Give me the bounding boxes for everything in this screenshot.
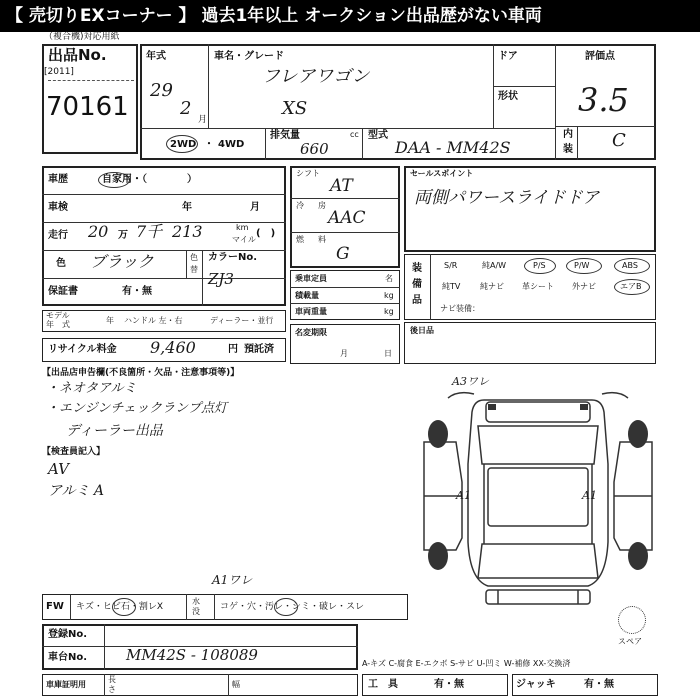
mileage-unit-mile: マイル (232, 235, 256, 244)
shift-value: AT (330, 176, 353, 196)
drive-2wd: 2WD (170, 139, 197, 150)
year-label: 年式 (146, 51, 166, 62)
year-value: 29 (150, 80, 173, 101)
grade-value: XS (282, 98, 308, 119)
sales-point-value: 両側パワースライドドア (414, 188, 600, 208)
later-box (404, 322, 656, 364)
defects-water-1: 水 (192, 597, 200, 606)
history-value: 自家用・（ ） (102, 174, 197, 185)
car-name-label: 車名・グレード (214, 51, 284, 62)
model-code-label: 型式 (368, 130, 388, 141)
diagram-mark-left: A1 (456, 489, 471, 502)
mileage-unit-km: km (236, 223, 249, 232)
seller-note-2: ・エンジンチェックランプ点灯 (46, 401, 227, 416)
top-note: （複合機)対応用紙 (44, 32, 120, 42)
shape-label: 形状 (498, 91, 518, 102)
lot-label: 出品No. (48, 46, 107, 64)
model-row-label-1: モデル (46, 311, 70, 320)
recycle-label: リサイクル料金 (48, 344, 117, 355)
month-unit: 月 (198, 115, 208, 125)
defects-water-2: 没 (192, 607, 200, 616)
color-change-1: 色 (190, 253, 198, 262)
score-label: 評価点 (585, 51, 615, 62)
interior-label-2: 装 (563, 144, 573, 155)
history-label: 車歴 (48, 174, 68, 185)
inspector-line-1: AV (48, 460, 69, 478)
fuel-value: G (336, 244, 350, 264)
tools-value: 有・無 (434, 679, 464, 690)
inspector-line-2: アルミ A (48, 483, 105, 499)
tools-label: 工 具 (368, 679, 398, 690)
displacement-value: 660 (300, 140, 329, 158)
color-value: ブラック (90, 252, 154, 271)
defects-items: キズ・ヒビ石・割レX (76, 602, 163, 612)
capacity-unit: 名 (385, 274, 393, 283)
equip-pw: P/W (574, 261, 590, 270)
inspection-label: 車検 (48, 202, 68, 213)
model-row-handle: ハンドル 左・右 (124, 316, 183, 325)
defect-stain-circle (274, 598, 298, 616)
capacity-label: 乗車定員 (295, 274, 327, 283)
seller-note-1: ・ネオタアルミ (46, 381, 137, 396)
diagram-note-top: A3ワレ (452, 375, 489, 388)
load-label: 積載量 (295, 291, 319, 300)
year-month-value: 2 (180, 98, 192, 119)
defects-label: FW (46, 601, 64, 612)
color-change-2: 替 (190, 265, 198, 274)
fuel-label-2: 料 (318, 235, 326, 244)
model-row-dealer: ディーラー・並行 (210, 316, 274, 325)
car-diagram (418, 372, 658, 612)
interior-value: C (612, 130, 626, 151)
equipment-label-1: 装 (412, 263, 422, 274)
cert-length-2: さ (108, 685, 116, 694)
defect-legend: A-キズ C-腐食 E-エクボ S-サビ U-凹ミ W-補修 XX-交換済 (362, 659, 571, 668)
equip-tv: 純TV (442, 282, 461, 291)
mileage-value-3: 213 (172, 222, 203, 241)
weight-unit: kg (384, 307, 394, 316)
score-value: 3.5 (578, 81, 629, 119)
name-change-month: 月 (340, 349, 348, 358)
interior-label-1: 内 (563, 129, 573, 140)
equip-ps: P/S (533, 261, 546, 270)
mileage-value-2: 7千 (136, 222, 163, 241)
spare-tire-icon (618, 606, 646, 634)
chassis-value: MM42S - 108089 (126, 646, 258, 664)
equipment-label-2: 備 (412, 279, 422, 290)
diagram-mark-right: A1 (582, 489, 597, 502)
ac-label-1: 冷 (296, 201, 304, 210)
recycle-value: 9,460 (150, 338, 196, 357)
cert-label: 車庫証明用 (46, 680, 86, 689)
model-row-year: 年 (106, 316, 114, 325)
recycle-unit: 円 (228, 344, 238, 355)
drive-sep: ・ (204, 139, 214, 150)
drive-4wd: 4WD (218, 139, 245, 150)
shift-label: シフト (296, 169, 320, 178)
cert-length-1: 長 (108, 675, 116, 684)
equip-aw: 純A/W (482, 261, 507, 270)
chassis-label: 車台No. (48, 652, 88, 663)
displacement-unit: cc (350, 130, 359, 139)
displacement-label: 排気量 (270, 130, 300, 141)
equip-sr: S/R (444, 261, 458, 270)
lot-number: 70161 (46, 92, 129, 122)
mileage-paren: ( ) (256, 228, 276, 239)
name-change-label: 名変期限 (295, 328, 327, 337)
sales-point-label: セールスポイント (410, 169, 474, 178)
seller-note-3: ディーラー出品 (66, 423, 163, 439)
lot-tag: [2011] (44, 67, 74, 77)
navi-equip-label: ナビ装備： (440, 304, 480, 313)
sales-point-box (404, 166, 656, 252)
fuel-label-1: 燃 (296, 235, 304, 244)
equip-abs: ABS (622, 261, 638, 270)
color-label: 色 (56, 258, 66, 269)
defect-hibi-circle (112, 598, 136, 616)
car-name-value: フレアワゴン (262, 66, 370, 87)
equip-ext-navi: 外ナビ (572, 282, 596, 291)
equip-airbag: エアB (620, 282, 642, 291)
name-change-day: 日 (384, 349, 392, 358)
equipment-label-3: 品 (412, 295, 422, 306)
diagram-note-bottom: A1ワレ (212, 573, 253, 587)
jack-label: ジャッキ (516, 679, 556, 690)
cert-box (42, 674, 358, 696)
registration-label: 登録No. (48, 629, 88, 640)
defects-more: コゲ・穴・汚レ・シミ・破レ・スレ (220, 602, 365, 612)
inspector-label: 【検査員記入】 (42, 447, 106, 457)
color-no-label: カラーNo. (208, 252, 258, 263)
equip-leather: 革シート (522, 282, 554, 291)
model-code-value: DAA - MM42S (395, 138, 511, 157)
recycle-status: 預託済 (244, 344, 274, 355)
ac-label-2: 房 (318, 201, 326, 210)
model-row-label-2: 年 式 (46, 320, 70, 329)
later-label: 後日品 (410, 326, 434, 335)
jack-value: 有・無 (584, 679, 614, 690)
warranty-value: 有・無 (122, 286, 152, 297)
weight-label: 車両重量 (295, 307, 327, 316)
color-no-value: ZJ3 (208, 270, 234, 288)
spare-label: スペア (618, 637, 642, 646)
load-unit: kg (384, 291, 394, 300)
door-label: ドア (498, 51, 518, 62)
mileage-label: 走行 (48, 230, 68, 241)
inspection-month: 月 (250, 202, 260, 213)
ac-value: AAC (328, 208, 366, 228)
inspection-year: 年 (182, 202, 192, 213)
mileage-man: 万 (118, 230, 128, 241)
warranty-label: 保証書 (48, 286, 78, 297)
seller-notes-label: 【出品店申告欄(不良箇所・欠品・注意事項等)】 (42, 368, 240, 378)
equip-navi: 純ナビ (480, 282, 504, 291)
mileage-value-1: 20 (88, 222, 109, 241)
cert-width: 幅 (232, 680, 240, 689)
auction-banner: 【 売切りEXコーナー 】 過去1年以上 オークション出品歴がない車両 (0, 0, 700, 32)
